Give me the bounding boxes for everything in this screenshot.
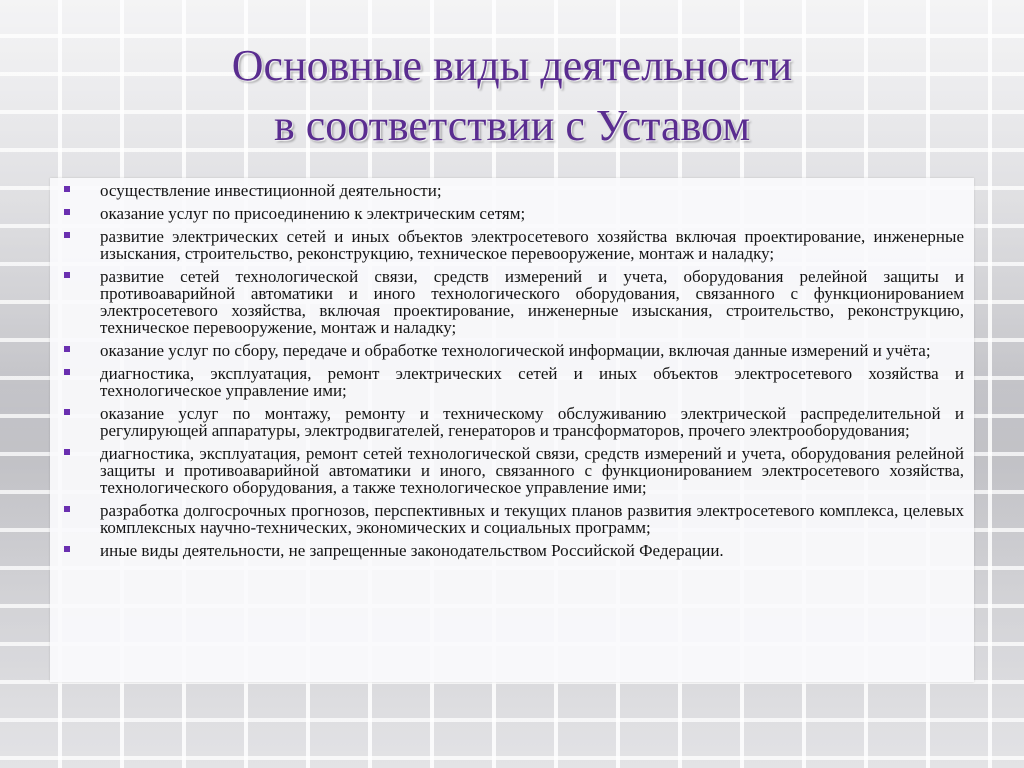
list-item bbox=[60, 342, 964, 359]
square-bullet-icon bbox=[64, 232, 70, 238]
list-item bbox=[60, 205, 964, 222]
list-item-text: диагностика, эксплуатация, ремонт электрических сетей и иных объектов электросетевого хозяйства и технологическое управление ими; bbox=[100, 364, 964, 400]
list-item bbox=[60, 405, 964, 439]
square-bullet-icon bbox=[64, 186, 70, 192]
square-bullet-icon bbox=[64, 449, 70, 455]
list-item-text: диагностика, эксплуатация, ремонт сетей технологической связи, средств измерений и учета, оборудования релейной защиты и противоаварийной автоматики и иного, связанного с функционированием электросетевого хозяйства, технологического оборудования, а также технологическое управление ими; bbox=[100, 444, 964, 497]
list-item-text: оказание услуг по присоединению к электрическим сетям; bbox=[100, 204, 526, 223]
list-item bbox=[60, 268, 964, 336]
list-item bbox=[60, 542, 964, 559]
square-bullet-icon bbox=[64, 346, 70, 352]
list-item bbox=[60, 365, 964, 399]
list-item bbox=[60, 182, 964, 199]
square-bullet-icon bbox=[64, 209, 70, 215]
list-item-text: осуществление инвестиционной деятельности; bbox=[100, 181, 442, 200]
list-item bbox=[60, 502, 964, 536]
list-item bbox=[60, 445, 964, 496]
square-bullet-icon bbox=[64, 546, 70, 552]
square-bullet-icon bbox=[64, 369, 70, 375]
list-item-text: оказание услуг по сбору, передаче и обработке технологической информации, включая данные измерений и учёта; bbox=[100, 341, 931, 360]
slide-title-line-2: в соответствии с Уставом bbox=[273, 101, 751, 150]
slide-title-line-1: Основные виды деятельности bbox=[231, 41, 793, 90]
list-item-text: оказание услуг по монтажу, ремонту и техническому обслуживанию электрической распределительной и регулирующей аппаратуры, электродвигателей, генераторов и трансформаторов, прочего электрооборудования; bbox=[100, 404, 964, 440]
content-panel bbox=[50, 178, 974, 682]
activities-list bbox=[50, 178, 974, 559]
square-bullet-icon bbox=[64, 506, 70, 512]
square-bullet-icon bbox=[64, 409, 70, 415]
slide-title bbox=[0, 36, 1024, 156]
list-item-text: развитие электрических сетей и иных объектов электросетевого хозяйства включая проектирование, инженерные изыскания, строительство, реконструкцию, техническое перевооружение, монтаж и наладку; bbox=[100, 227, 964, 263]
list-item-text: развитие сетей технологической связи, средств измерений и учета, оборудования релейной защиты и противоаварийной автоматики и иного технологического оборудования, связанного с функционированием электросетевого хозяйства, включая проектирование, инженерные изыскания, строительство, реконструкцию, техническое перевооружение, монтаж и наладку; bbox=[100, 267, 964, 337]
square-bullet-icon bbox=[64, 272, 70, 278]
list-item-text: иные виды деятельности, не запрещенные законодательством Российской Федерации. bbox=[100, 541, 724, 560]
list-item-text: разработка долгосрочных прогнозов, перспективных и текущих планов развития электросетевого комплекса, целевых комплексных научно-технических, экономических и социальных программ; bbox=[100, 501, 964, 537]
list-item bbox=[60, 228, 964, 262]
